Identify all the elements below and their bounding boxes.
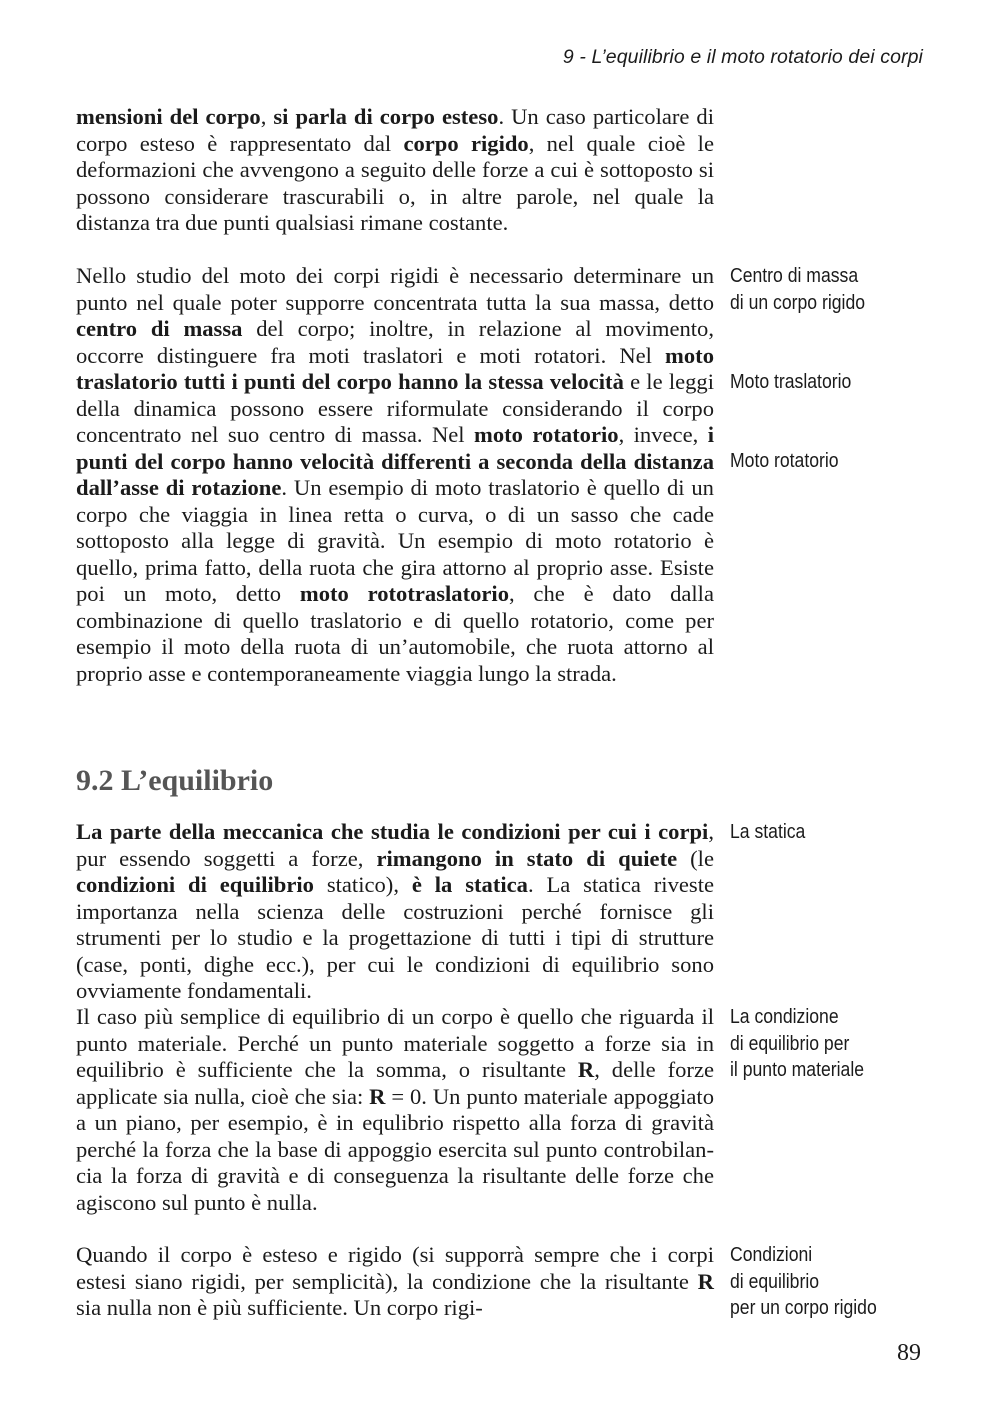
bold-run: R [577,1057,595,1082]
margin-note-centro-di-massa [730,263,906,316]
margin-note-line: La condizione [730,1006,839,1028]
bold-run: R [369,1083,386,1109]
bold-run: R [697,1268,714,1294]
body-paragraph [76,104,714,237]
text-run: , [260,104,274,129]
text-run: del corpo; inoltre, in relazione al movimento, occorre distinguere fra moti traslatori e moti rotatori. Nel [76,316,714,368]
margin-note-moto-traslatorio [730,369,906,396]
paragraph-text [76,1242,714,1322]
margin-note-moto-rotatorio [730,448,906,475]
paragraph-text [76,819,714,1005]
text-run: . Un caso particolare di corpo esteso è rappresentato dal [76,104,715,156]
body-paragraph [76,263,714,687]
body-paragraph [76,1242,714,1322]
text-run: Il caso più semplice di equilibrio di un corpo è quello che riguarda il punto materiale. Perché un punto materiale soggetto a forze sia in equilibrio è sufficiente che la somma, o risultante [76,1004,714,1082]
margin-note-line: per un corpo rigido [730,1297,877,1319]
paragraph-text [76,104,714,237]
text-run: , pur essendo soggetti a forze, [76,819,714,871]
bold-run: è la statica [411,872,528,897]
bold-run: mensioni del corpo [76,104,261,129]
bold-run: moto rototraslatorio [299,581,509,606]
margin-note-line: Condizioni [730,1244,813,1266]
bold-run: La parte della meccanica che studia le condizioni per cui i corpi [76,819,709,844]
bold-run: moto traslatorio tutti i punti del corpo hanno la stessa velocità [76,342,714,394]
bold-run: moto rotatorio [474,422,619,447]
text-run: , che è dato dalla combinazione di quello traslatorio e di quello rotatorio, come per esempio il moto della ruota di un’automobile, che ruota attorno al proprio asse e contemporaneamente viaggia lungo la strada. [76,581,714,686]
margin-note-line: di equilibrio [730,1270,820,1293]
page-number: 89 [897,1340,921,1366]
margin-note-punto-materiale [730,1004,906,1084]
margin-note-line: di un corpo rigido [730,291,866,314]
text-run: sia nulla non è più sufficiente. Un corpo rigi- [76,1295,483,1320]
section-heading: 9.2 L’equilibrio [76,764,274,797]
body-paragraph [76,819,714,1005]
margin-note-statica [730,819,906,846]
text-run: statico), [313,872,412,897]
margin-note-line: La statica [730,821,806,843]
bold-run: corpo rigido [403,130,529,156]
margin-note-line: Moto traslatorio [730,371,852,393]
margin-note-line: il punto materiale [730,1059,865,1081]
bold-run: rimangono in stato di quiete [376,845,678,871]
bold-run: i punti del corpo hanno velocità differenti a seconda della distanza dall’asse di rotazione [76,422,714,500]
text-run: e le leggi della dinamica possono essere riformulate considerando il corpo concentrato nel suo centro di massa. Nel [76,369,714,447]
bold-run: condizioni di equilibrio [76,872,314,897]
text-run: , invece, [618,422,708,447]
margin-note-line: di equilibrio per [730,1032,850,1055]
text-run: Nello studio del moto dei corpi rigidi è necessario determinare un punto nel quale poter supporre concentrata tutta la sua massa, detto [76,263,714,315]
text-run: , delle forze applicate sia nulla, cioè che sia: [76,1057,714,1109]
text-run: . Un esempio di moto traslatorio è quello di un corpo che viaggia in linea retta o curva, o di un sasso che cade sottoposto alla legge di gravità. Un esempio di moto rotatorio è quello, prima fatto, della ruota che gira attorno al proprio asse. Esiste poi un moto, detto [76,475,714,606]
text-run: = 0. Un punto materiale appoggiato a un piano, per esempio, è in equlibrio rispetto alla forza di gravità perché la forza che la base di appoggio esercita sul punto controbilancia la forza di gravità e di conseguenza la risultante delle forze che agiscono sul punto è nulla. [76,1083,714,1215]
margin-note-corpo-rigido [730,1242,906,1322]
text-run: , nel quale cioè le deformazioni che avvengono a seguito delle forze a cui è sottoposto si possono considerare trascurabili o, in altre parole, nel quale la distanza tra due punti qualsiasi rimane costante. [76,130,714,235]
text-run: Quando il corpo è esteso e rigido (si supporrà sempre che i corpi estesi siano rigidi, per semplicità), la condizione che la risultante [76,1242,714,1294]
running-head: 9 - L’equilibrio e il moto rotatorio dei corpi [562,46,923,68]
margin-note-line: Moto rotatorio [730,450,839,472]
body-paragraph [76,1004,714,1216]
text-run: (le [677,845,714,871]
margin-note-line: Centro di massa [730,265,859,287]
bold-run: si parla di corpo esteso [273,104,499,129]
paragraph-text [76,263,714,687]
bold-run: centro di massa [76,316,243,341]
paragraph-text [76,1004,714,1216]
text-run: . La statica riveste importanza nella scienza delle costruzioni perché fornisce gli strumenti per lo studio e la progettazione di tutti i tipi di strutture (case, ponti, dighe ecc.), per cui le condizioni di equilibrio sono ovviamente fondamentali. [76,872,714,1003]
